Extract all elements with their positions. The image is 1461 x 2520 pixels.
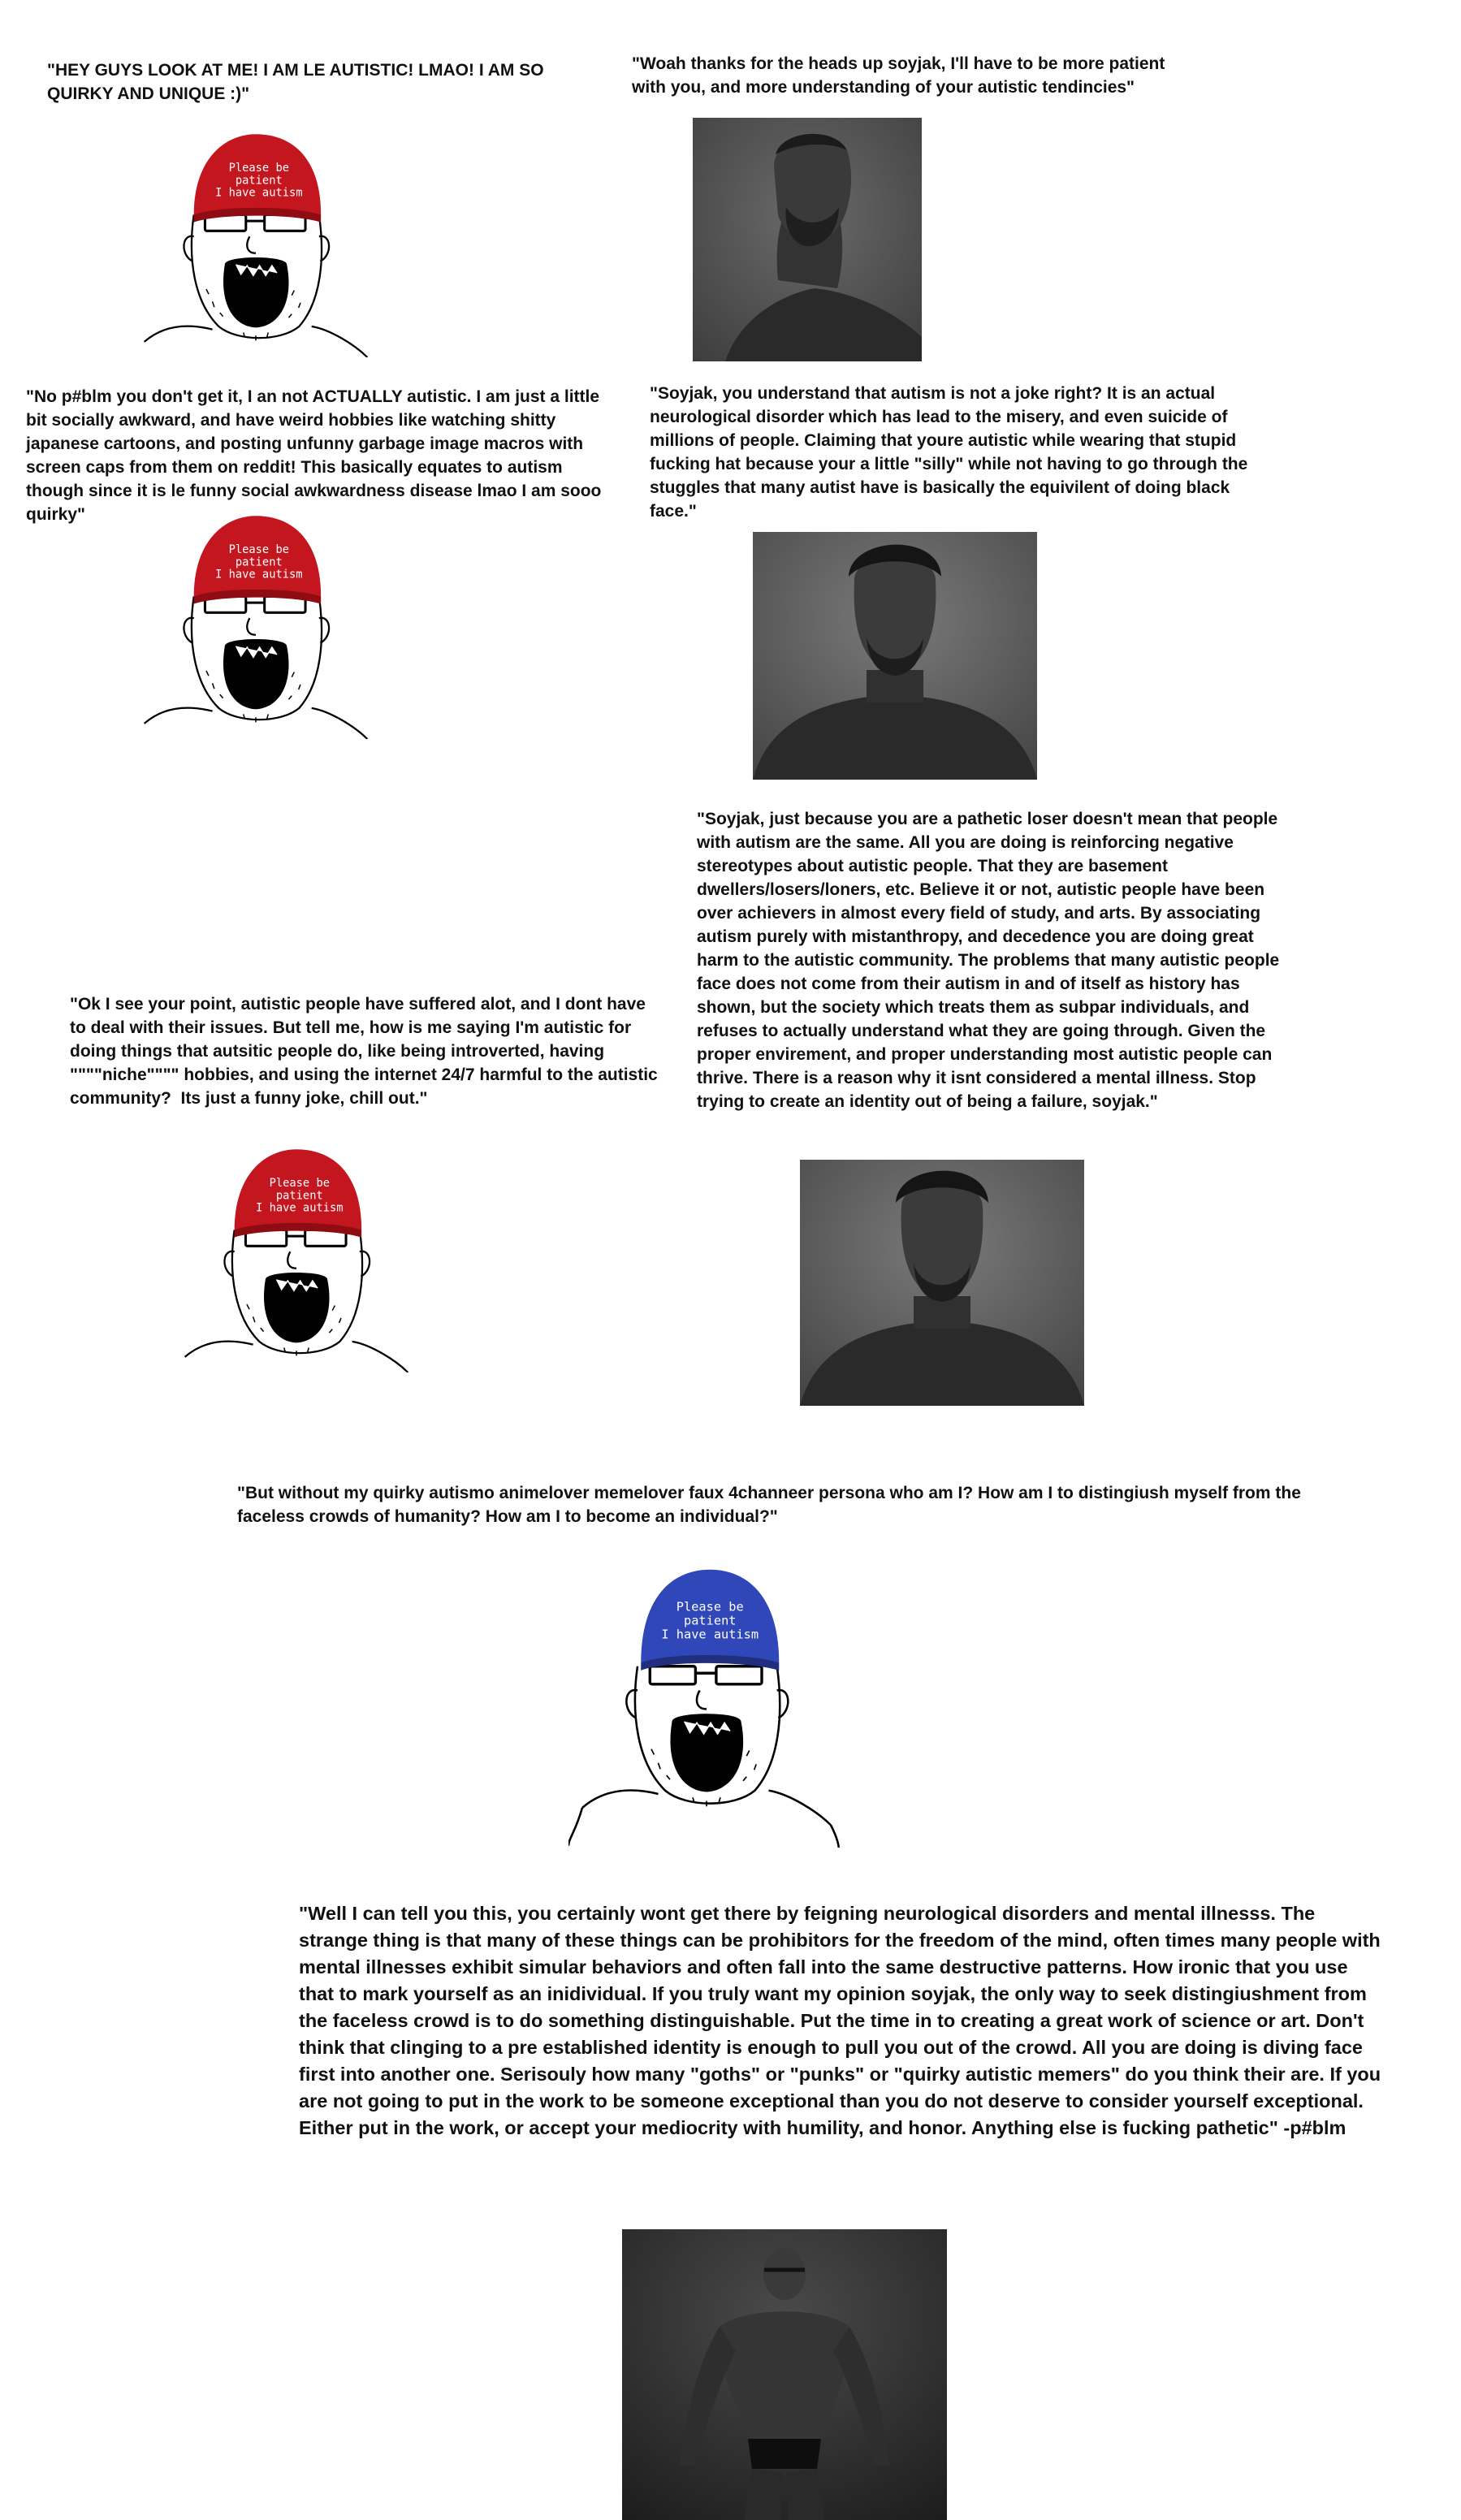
chad-quote-3: "Soyjak, just because you are a pathetic loser doesn't mean that people with autism are the same. All you are doing is reinforcing negative stereotypes about autistic people. That they are basement dwellers/losers/loners, etc. Believe it or not, autistic people have been over achievers in almost every field of study, and arts. By associating autism purely with mistanthropy, and decedence you are doing great harm to the autistic community. The problems that many autistic people face does not come from their autism in and of itself as history has shown, but the society which treats them as subpar individuals, and refuses to actually understand what they are going through. Given the proper envirement, and proper understanding most autistic people can thrive. There is a reason why it isnt considered a mental illness. Stop trying to create an identity out of being a failure, soyjak.": [697, 810, 1285, 1111]
soyjak-red-cap-3: [162, 1137, 430, 1372]
cap-text-line-2: patient: [275, 1189, 323, 1203]
chad-quote-1: "Woah thanks for the heads up soyjak, I'll have to be more patient with you, and more understanding of your autistic tendincies": [632, 54, 1170, 97]
soyjak-blue-cap: [568, 1547, 845, 1848]
cap-text-line-2: patient: [235, 174, 283, 188]
chad-quote-4: "Well I can tell you this, you certainly wont get there by feigning neurological disorders and mental illnesss. The strange thing is that many of these things can be prohibitors for the freedom of the mind, often times many people with mental illnesses exhibit simular behaviors and often fall into the same destructive patterns. How ironic that you use that to mark yourself as an inidividual. If you truly want my opinion soyjak, the only way to seek distingiushment from the faceless crowd is to do something distinguishable. Put the time in to creating a great work of science or art. Don't think that clinging to a pre established identity is enough to pull you out of the crowd. All you are doing is diving face first into another one. Serisouly how many "goths" or "punks" or "quirky autistic memers" do you think their are. If you are not going to put in the work to be someone exceptional than you do not deserve to consider yourself exceptional. Either put in the work, or accept your mediocrity with humility, and honor. Anything else is fucking pathetic" -p#blm: [299, 1903, 1386, 2138]
chad-photo-1: [693, 118, 922, 361]
cap-text-line-3: I have autism: [256, 1201, 344, 1215]
cap-text-line-2: patient: [235, 555, 283, 569]
cap-text-line-2: patient: [684, 1613, 737, 1628]
cap-text-line-1: Please be: [228, 543, 289, 557]
chad-quote-2: "Soyjak, you understand that autism is not a joke right? It is an actual neurological disorder which has lead to the misery, and even suicide of millions of people. Claiming that youre autistic while wearing that stupid fucking hat because your a little "silly" while not having to go through the stuggles that many autist have is basically the equivilent of doing black face.": [650, 384, 1253, 521]
soyjak-quote-1: "HEY GUYS LOOK AT ME! I AM LE AUTISTIC! LMAO! I AM SO QUIRKY AND UNIQUE :)": [47, 61, 549, 103]
cap-text-line-1: Please be: [269, 1177, 330, 1191]
soyjak-quote-4: "But without my quirky autismo animelover memelover faux 4channeer persona who am I? How am I to distingiush myself from the faceless crowds of humanity? How am I to become an individual?": [237, 1484, 1306, 1526]
chad-photo-3: [800, 1160, 1084, 1406]
cap-text-line-1: Please be: [228, 162, 289, 175]
soyjak-red-cap-2: [122, 504, 390, 739]
soyjak-quote-3: "Ok I see your point, autistic people have suffered alot, and I dont have to deal with their issues. But tell me, how is me saying I'm autistic for doing things that autsitic people do, like being introverted, having """"niche"""" hobbies, and using the internet 24/7 harmful to the autistic community? Its just a funny joke, chill out.": [70, 995, 663, 1108]
cap-text-line-3: I have autism: [215, 568, 303, 581]
cap-text-line-3: I have autism: [215, 186, 303, 200]
soyjak-quote-2: "No p#blm you don't get it, I an not ACTUALLY autistic. I am just a little bit socially awkward, and have weird hobbies like watching shitty japanese cartoons, and posting unfunny garbage image macros with screen caps from them on reddit! This basically equates to autism though since it is le funny social awkwardness disease lmao I am sooo quirky": [26, 387, 607, 524]
chad-photo-2: [753, 532, 1037, 780]
soyjak-red-cap-1: [122, 122, 390, 357]
cap-text-line-3: I have autism: [661, 1627, 759, 1642]
cap-text-line-1: Please be: [676, 1599, 744, 1614]
chad-photo-4: [622, 2229, 947, 2520]
